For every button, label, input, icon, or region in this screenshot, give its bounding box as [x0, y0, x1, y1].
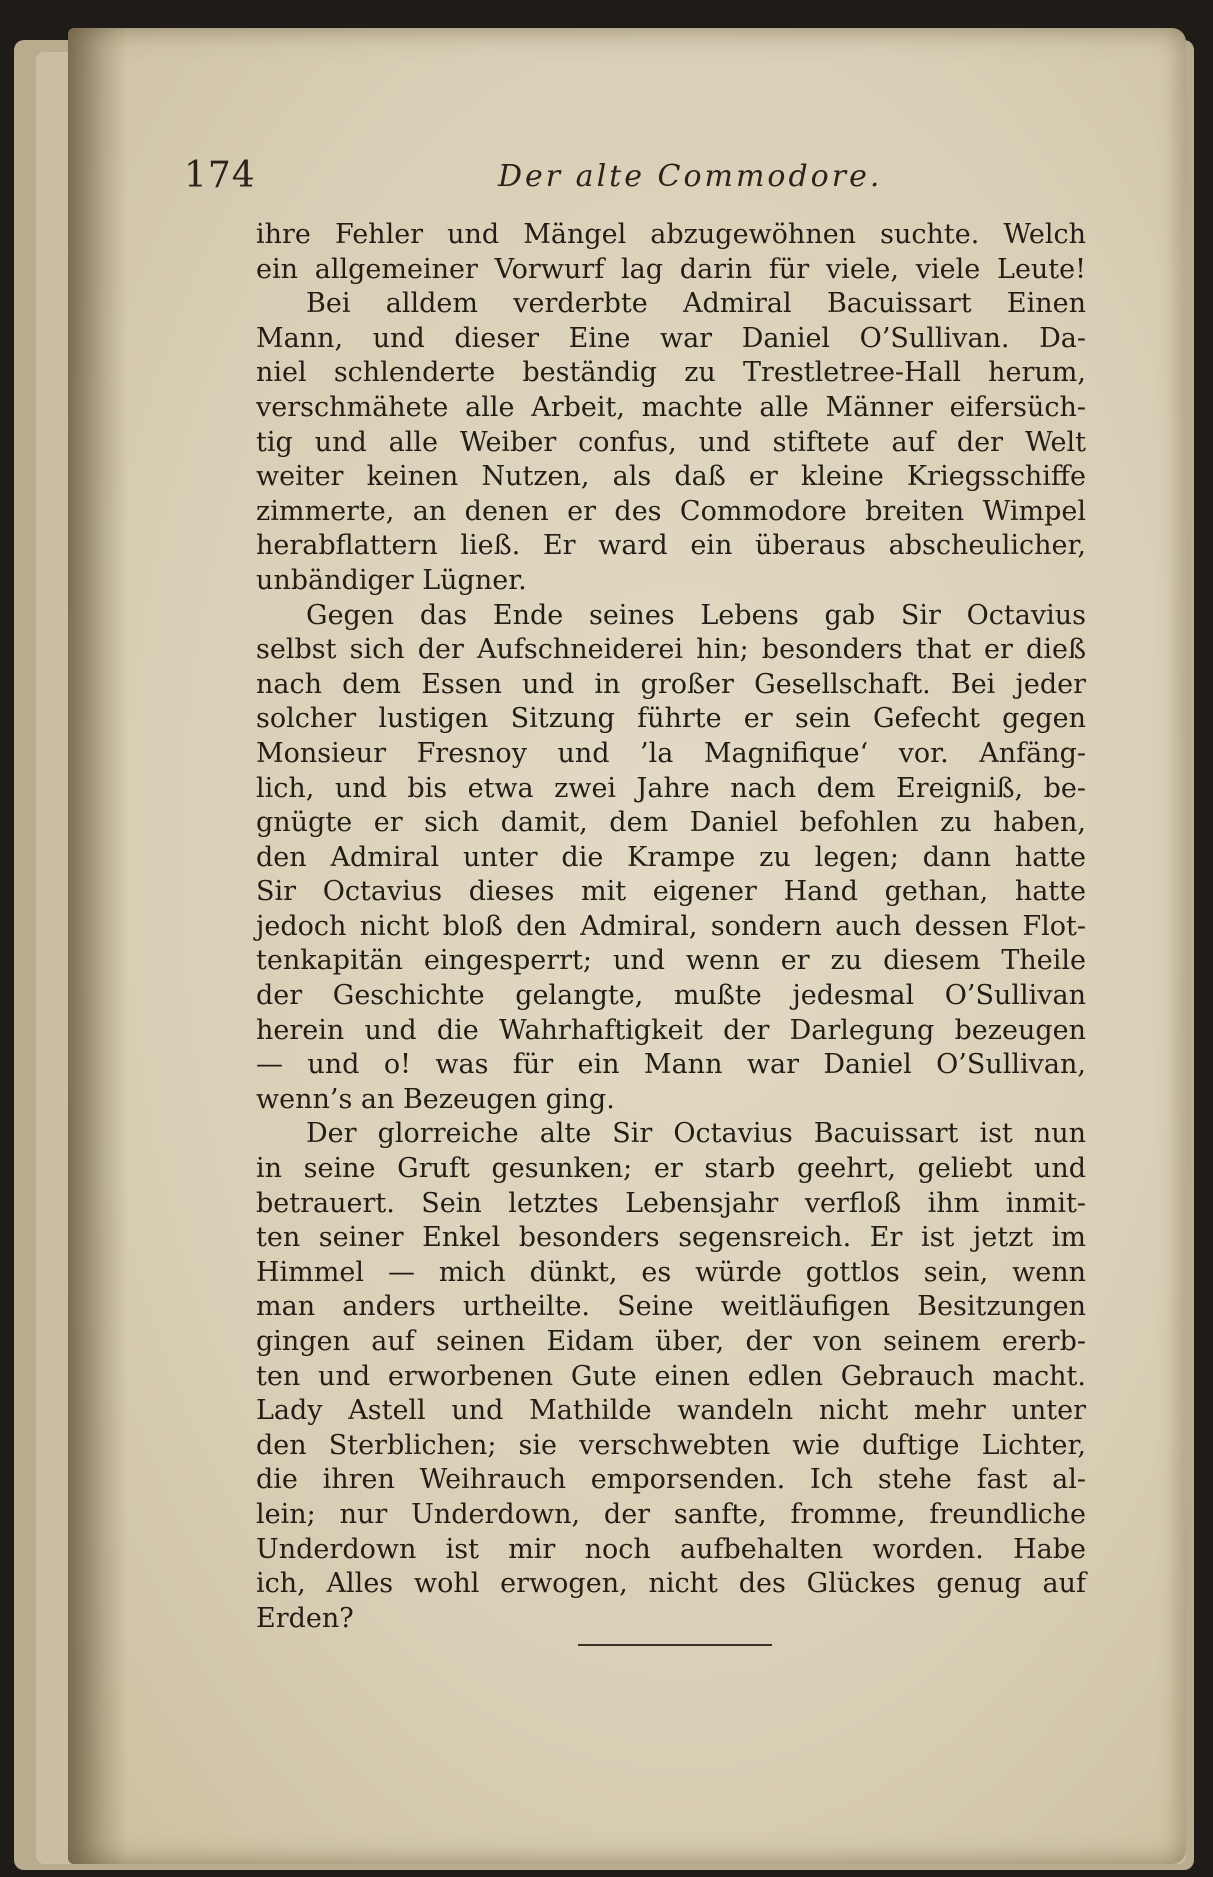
- running-title: Der alte Commodore.: [498, 159, 883, 194]
- text-line: Der glorreiche alte Sir Octavius Bacuissart ist nun: [306, 1118, 1086, 1150]
- text-line: Mann, und dieser Eine war Daniel O’Sullivan. Da-: [256, 322, 1086, 354]
- text-line: Gegen das Ende seines Lebens gab Sir Octavius: [306, 599, 1086, 631]
- text-line: tenkapitän eingesperrt; und wenn er zu diesem Theile: [256, 945, 1086, 977]
- text-line: ten und erworbenen Gute einen edlen Gebrauch macht.: [256, 1360, 1086, 1392]
- page-number: 174: [184, 155, 256, 196]
- text-line: wenn’s an Bezeugen ging.: [256, 1083, 615, 1115]
- text-line: gingen auf seinen Eidam über, der von seinem ererb-: [256, 1326, 1086, 1357]
- text-line: Erden?: [256, 1602, 354, 1634]
- text-line: herein und die Wahrhaftigkeit der Darlegung bezeugen: [256, 1014, 1086, 1046]
- text-line: herabflattern ließ. Er ward ein überaus abscheulicher,: [256, 530, 1086, 562]
- text-line: tig und alle Weiber confus, und stiftete auf der Welt: [256, 426, 1086, 458]
- text-line: Underdown ist mir noch aufbehalten worden. Habe: [256, 1533, 1086, 1565]
- text-line: verschmähete alle Arbeit, machte alle Männer eifersüch-: [256, 391, 1086, 423]
- text-line: man anders urtheilte. Seine weitläufigen Besitzungen: [256, 1291, 1086, 1323]
- text-line: solcher lustigen Sitzung führte er sein Gefecht gegen: [256, 703, 1086, 735]
- running-head: [184, 155, 1084, 203]
- text-line: zimmerte, an denen er des Commodore breiten Wimpel: [256, 495, 1086, 527]
- text-line: gnügte er sich damit, dem Daniel befohlen zu haben,: [256, 807, 1086, 839]
- text-line: lich, und bis etwa zwei Jahre nach dem Ereigniß, be-: [256, 772, 1086, 804]
- text-line: selbst sich der Aufschneiderei hin; besonders that er dieß: [256, 634, 1086, 666]
- text-line: Lady Astell und Mathilde wandeln nicht mehr unter: [256, 1395, 1086, 1427]
- text-line: ich, Alles wohl erwogen, nicht des Glückes genug auf: [256, 1568, 1086, 1600]
- text-line: jedoch nicht bloß den Admiral, sondern auch dessen Flot-: [256, 910, 1086, 942]
- text-line: niel schlenderte beständig zu Trestletree-Hall herum,: [256, 357, 1086, 389]
- text-line: nach dem Essen und in großer Gesellschaft. Bei jeder: [256, 668, 1086, 700]
- end-rule: [578, 1644, 772, 1646]
- text-line: Himmel — mich dünkt, es würde gottlos sein, wenn: [256, 1256, 1086, 1288]
- text-line: die ihren Weihrauch emporsenden. Ich stehe fast al-: [256, 1464, 1086, 1496]
- text-line: betrauert. Sein letztes Lebensjahr verfloß ihm inmit-: [256, 1187, 1086, 1219]
- text-line: ihre Fehler und Mängel abzugewöhnen suchte. Welch: [256, 219, 1086, 250]
- text-line: ein allgemeiner Vorwurf lag darin für viele, viele Leute!: [256, 253, 1086, 285]
- text-line: den Sterblichen; sie verschwebten wie duftige Lichter,: [256, 1429, 1086, 1461]
- text-line: weiter keinen Nutzen, als daß er kleine Kriegsschiffe: [256, 461, 1086, 493]
- text-line: der Geschichte gelangte, mußte jedesmal O’Sullivan: [256, 980, 1086, 1012]
- text-line: ten seiner Enkel besonders segensreich. Er ist jetzt im: [256, 1222, 1086, 1254]
- text-line: — und o! was für ein Mann war Daniel O’Sullivan,: [256, 1049, 1086, 1081]
- text-line: Sir Octavius dieses mit eigener Hand gethan, hatte: [256, 876, 1086, 908]
- text-line: Monsieur Fresnoy und ’la Magnifique‘ vor. Anfäng-: [256, 737, 1086, 769]
- gutter-shadow: [68, 28, 128, 1864]
- text-line: den Admiral unter die Krampe zu legen; dann hatte: [256, 841, 1086, 873]
- text-line: lein; nur Underdown, der sanfte, fromme, freundliche: [256, 1498, 1086, 1530]
- text-line: in seine Gruft gesunken; er starb geehrt, geliebt und: [256, 1153, 1086, 1185]
- text-line: unbändiger Lügner.: [256, 564, 527, 596]
- body-text: [256, 218, 1086, 1636]
- text-line: Bei alldem verderbte Admiral Bacuissart Einen: [306, 288, 1086, 320]
